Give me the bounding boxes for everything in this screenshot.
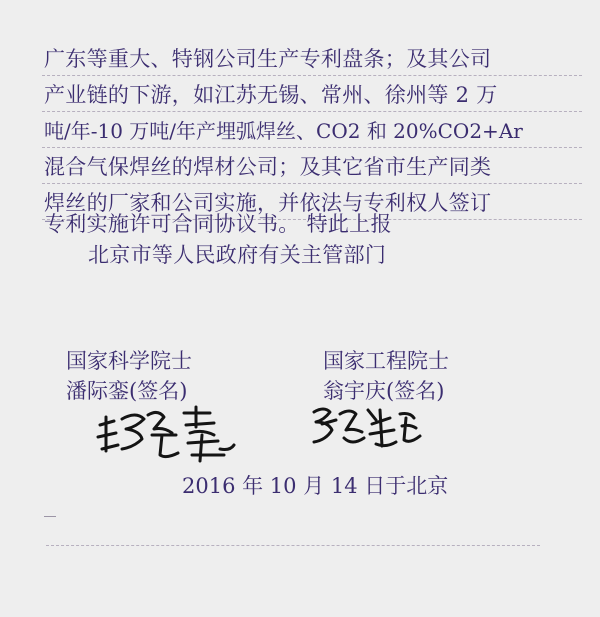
right-signatory-title: 国家工程院士	[323, 349, 449, 373]
left-signatory-name: 潘际銮(签名)	[66, 379, 188, 403]
line-rule	[42, 183, 582, 184]
body-line-5: 焊丝的厂家和公司实施，并依法与专利权人签订	[44, 191, 492, 215]
line-rule	[42, 111, 582, 112]
addressee-line: 北京市等人民政府有关主管部门	[88, 243, 387, 267]
short-dash-mark	[44, 516, 56, 517]
body-line-6: 专利实施许可合同协议书。 特此上报	[44, 212, 392, 236]
left-handwritten-signature	[92, 405, 242, 467]
body-line-1: 广东等重大、特钢公司生产专利盘条；及其公司	[44, 47, 492, 71]
date-line: 2016 年 10 月 14 日于北京	[182, 474, 449, 498]
line-rule	[42, 147, 582, 148]
line-rule	[42, 75, 582, 76]
body-line-4: 混合气保焊丝的焊材公司；及其它省市生产同类	[44, 155, 492, 179]
right-handwritten-signature	[306, 402, 426, 456]
right-signatory-name: 翁宇庆(签名)	[323, 379, 445, 403]
body-line-3: 吨/年-10 万吨/年产埋弧焊丝、CO2 和 20%CO2+Ar	[44, 119, 523, 143]
right-signatory	[323, 349, 449, 373]
left-signatory-name-block	[66, 379, 187, 403]
left-signatory-title: 国家科学院士	[66, 349, 192, 373]
right-signatory-name-block	[323, 379, 444, 403]
left-signatory	[66, 349, 192, 373]
bottom-rule	[46, 545, 540, 546]
body-line-2: 产业链的下游，如江苏无锡、常州、徐州等 2 万	[44, 83, 498, 107]
